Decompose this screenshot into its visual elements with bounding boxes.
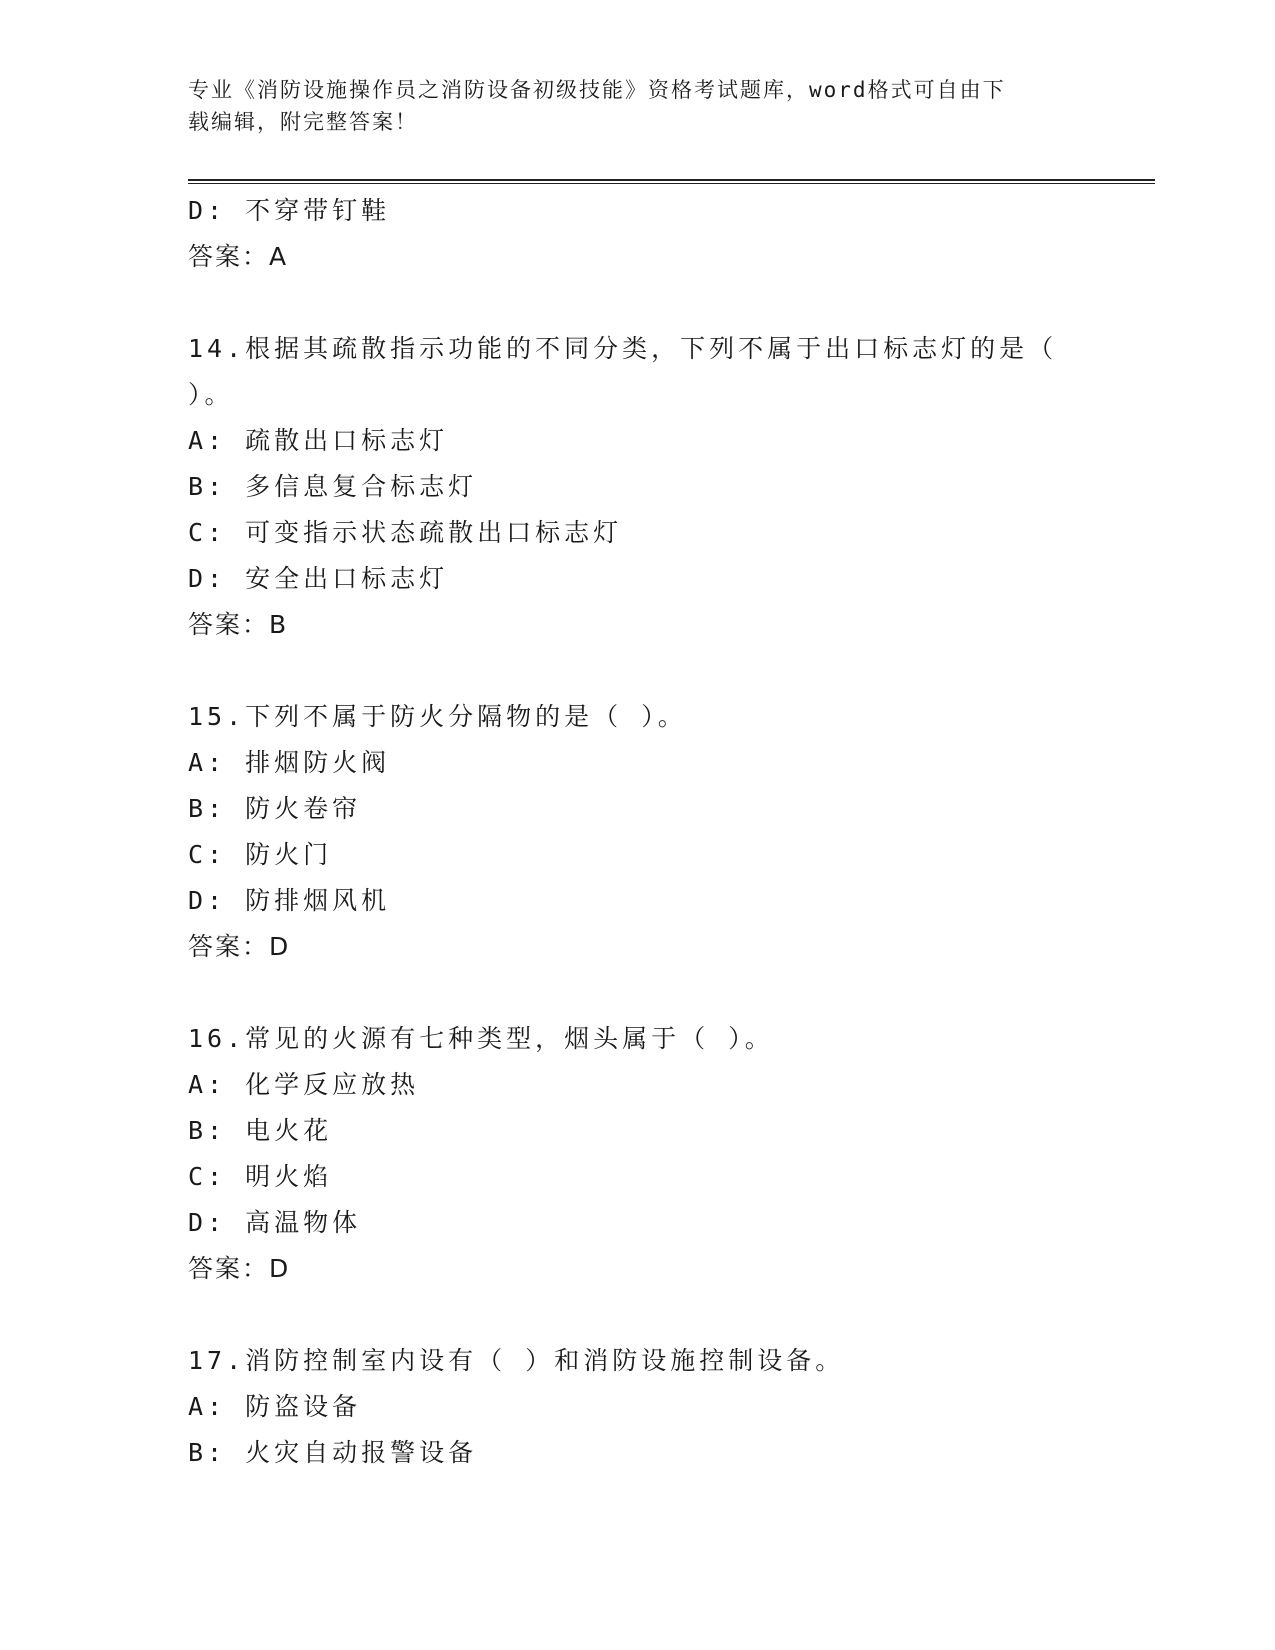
question-16 xyxy=(188,1016,1068,1292)
option-a: A: 排烟防火阀 xyxy=(188,748,391,777)
question-17 xyxy=(188,1338,1068,1476)
question-stem: 16.常见的火源有七种类型，烟头属于（ ）。 xyxy=(188,1024,774,1053)
answer: 答案：B xyxy=(188,610,289,639)
option-a: A: 化学反应放热 xyxy=(188,1070,420,1099)
spacer xyxy=(188,1292,1068,1338)
question-stem-cont: ）。 xyxy=(188,380,234,409)
option-c: C: 防火门 xyxy=(188,840,333,869)
answer: 答案：D xyxy=(188,932,291,961)
header-line-2: 载编辑，附完整答案！ xyxy=(188,110,418,134)
header-rule-thick xyxy=(188,179,1155,181)
option-a: A: 疏散出口标志灯 xyxy=(188,426,449,455)
option-d: D: 防排烟风机 xyxy=(188,886,391,915)
option-d: D: 高温物体 xyxy=(188,1208,362,1237)
prev-answer: 答案：A xyxy=(188,242,289,271)
spacer xyxy=(188,648,1068,694)
question-15 xyxy=(188,694,1068,970)
spacer xyxy=(188,970,1068,1016)
question-content xyxy=(188,188,1068,1476)
option-b: B: 多信息复合标志灯 xyxy=(188,472,478,501)
option-b: B: 火灾自动报警设备 xyxy=(188,1438,478,1467)
question-14 xyxy=(188,326,1068,648)
question-stem: 15.下列不属于防火分隔物的是（ ）。 xyxy=(188,702,687,731)
header-line-1: 专业《消防设施操作员之消防设备初级技能》资格考试题库，word格式可自由下 xyxy=(188,78,1006,102)
question-stem: 17.消防控制室内设有（ ）和消防设施控制设备。 xyxy=(188,1346,845,1375)
prev-option-d: D: 不穿带钉鞋 xyxy=(188,196,391,225)
option-b: B: 电火花 xyxy=(188,1116,333,1145)
option-c: C: 可变指示状态疏散出口标志灯 xyxy=(188,518,623,547)
answer: 答案：D xyxy=(188,1254,291,1283)
header-rule-thin xyxy=(188,183,1155,184)
page-header xyxy=(188,74,1088,138)
option-d: D: 安全出口标志灯 xyxy=(188,564,449,593)
question-stem: 14.根据其疏散指示功能的不同分类，下列不属于出口标志灯的是（ xyxy=(188,334,1058,363)
option-c: C: 明火焰 xyxy=(188,1162,333,1191)
option-a: A: 防盗设备 xyxy=(188,1392,362,1421)
spacer xyxy=(188,280,1068,326)
option-b: B: 防火卷帘 xyxy=(188,794,362,823)
